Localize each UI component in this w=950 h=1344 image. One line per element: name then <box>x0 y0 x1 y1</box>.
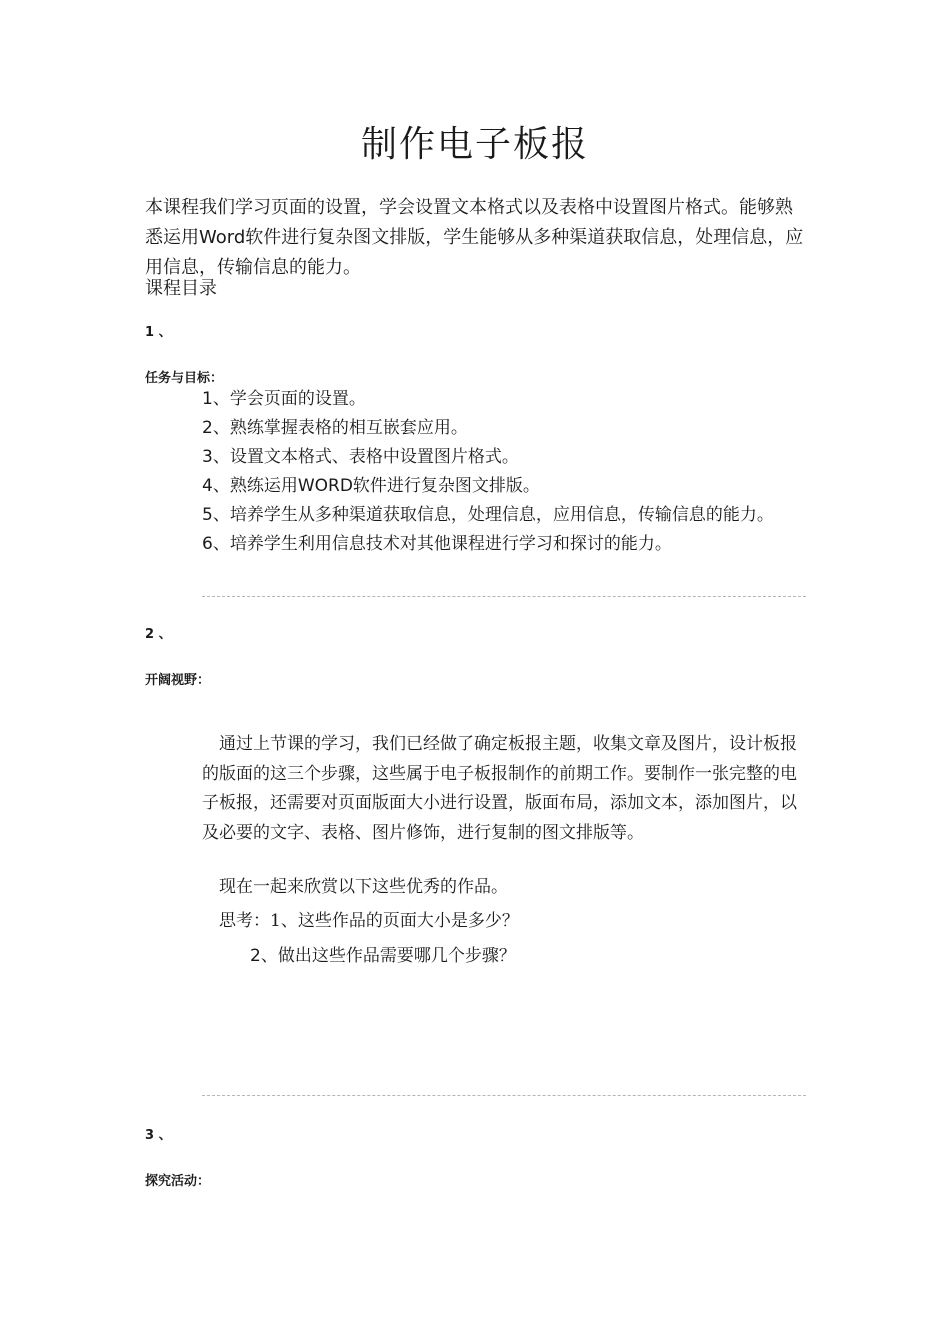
goal-item: 5、培养学生从多种渠道获取信息，处理信息，应用信息，传输信息的能力。 <box>202 505 774 525</box>
section-3-label: 探究活动： <box>145 1174 211 1189</box>
section-divider <box>202 596 806 597</box>
section-1-number: 1 、 <box>145 325 172 340</box>
section-divider <box>202 1095 806 1096</box>
intro-paragraph: 本课程我们学习页面的设置，学会设置文本格式以及表格中设置图片格式。能够熟悉运用Word软件进行复杂图文排版，学生能够从多种渠道获取信息，处理信息，应用信息，传输信息的能力。 <box>145 197 804 278</box>
goals-list <box>202 385 774 559</box>
goal-item: 2、熟练掌握表格的相互嵌套应用。 <box>202 418 468 438</box>
section-2-number: 2 、 <box>145 627 172 642</box>
section-3-number: 3 、 <box>145 1128 172 1143</box>
document-title: 制作电子板报 <box>360 124 589 165</box>
think-question-2: 2、做出这些作品需要哪几个步骤？ <box>250 946 516 966</box>
appreciate-line: 现在一起来欣赏以下这些优秀的作品。 <box>219 877 508 897</box>
section-2-label: 开阔视野： <box>145 673 211 688</box>
goal-item: 4、熟练运用WORD软件进行复杂图文排版。 <box>202 476 540 496</box>
toc-label: 课程目录 <box>145 278 217 299</box>
think-question-1: 思考：1、这些作品的页面大小是多少？ <box>219 911 519 931</box>
goal-item: 6、培养学生利用信息技术对其他课程进行学习和探讨的能力。 <box>202 534 672 554</box>
section-1-label: 任务与目标： <box>145 371 224 386</box>
goal-item: 1、学会页面的设置。 <box>202 389 366 409</box>
goal-item: 3、设置文本格式、表格中设置图片格式。 <box>202 447 519 467</box>
section-2-paragraph <box>202 730 808 848</box>
vision-paragraph: 通过上节课的学习，我们已经做了确定板报主题，收集文章及图片，设计板报的版面的这三个步骤，这些属于电子板报制作的前期工作。要制作一张完整的电子板报，还需要对页面版面大小进行设置，版面布局，添加文本，添加图片，以及必要的文字、表格、图片修饰，进行复制的图文排版等。 <box>202 734 797 843</box>
